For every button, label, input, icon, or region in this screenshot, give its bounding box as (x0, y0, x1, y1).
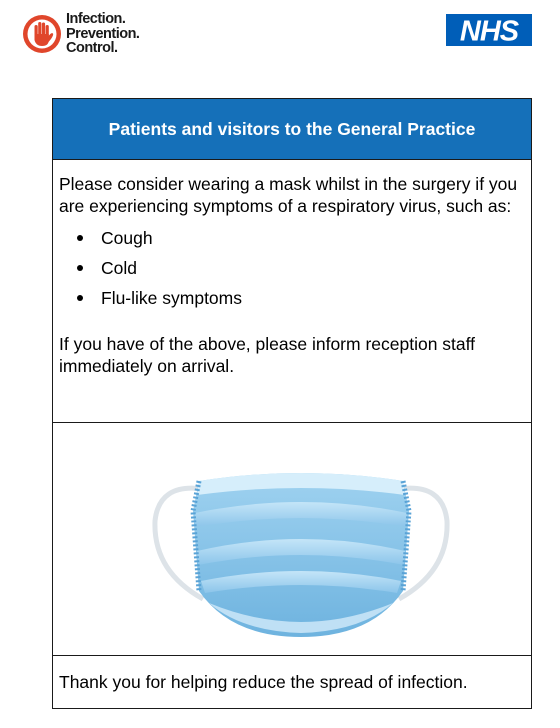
notice-header (53, 99, 531, 160)
instruction-text: If you have of the above, please inform reception staff immediately on arrival. (59, 334, 476, 376)
symptom-list (59, 223, 519, 313)
footer-text: Thank you for helping reduce the spread of infection. (59, 671, 468, 692)
bullet-icon (77, 295, 83, 301)
ipc-logo (22, 12, 182, 60)
surgical-mask-icon (151, 461, 451, 641)
intro-text: Please consider wearing a mask whilst in the surgery if you are experiencing symptoms of a respiratory virus, such as: (59, 174, 518, 216)
list-item (77, 223, 519, 253)
mask-image-section (53, 423, 531, 656)
symptom-label: Cough (101, 228, 153, 248)
list-item (77, 283, 519, 313)
notice-title: Patients and visitors to the General Practice (108, 118, 476, 139)
list-item (77, 253, 519, 283)
notice-footer (53, 656, 531, 708)
ipc-logo-line: Prevention. (66, 25, 140, 42)
stop-hand-icon (22, 14, 62, 54)
nhs-logo (446, 14, 532, 46)
bullet-icon (77, 235, 83, 241)
nhs-logo-text: NHS (459, 15, 519, 46)
symptom-label: Flu-like symptoms (101, 288, 242, 308)
notice-card (52, 98, 532, 709)
notice-body (53, 160, 531, 423)
ipc-logo-text (66, 12, 139, 56)
symptom-label: Cold (101, 258, 137, 278)
bullet-icon (77, 265, 83, 271)
ipc-logo-line: Infection. (66, 11, 126, 27)
ipc-logo-line: Control. (66, 40, 118, 56)
